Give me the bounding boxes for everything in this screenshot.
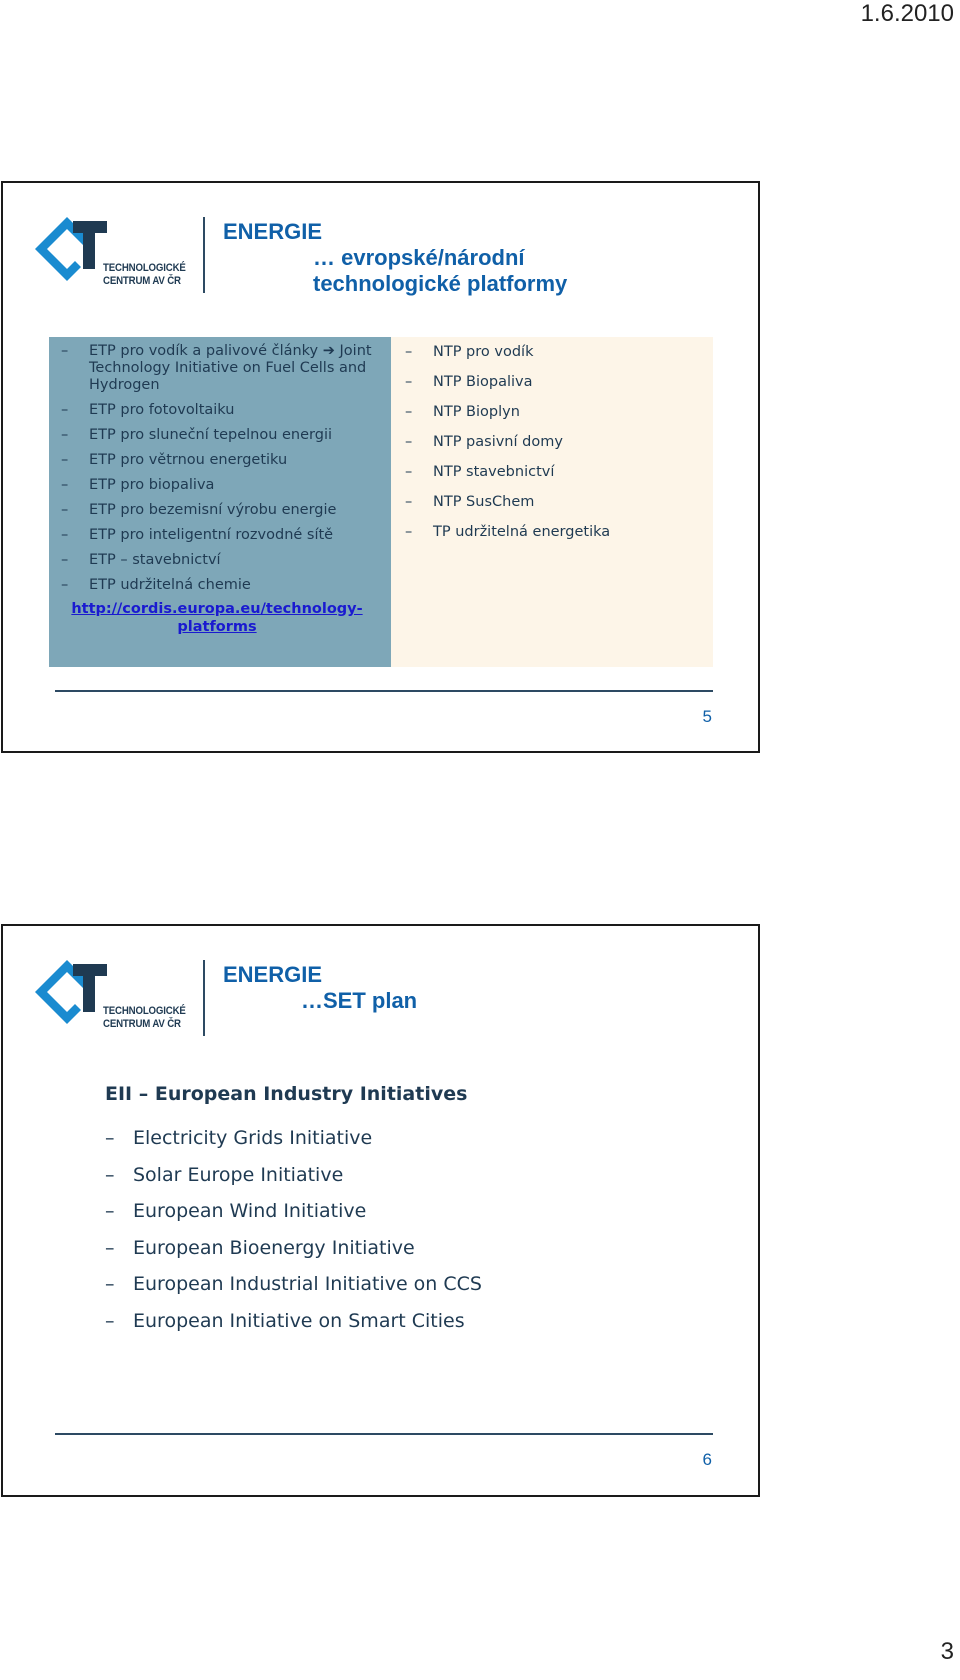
list-item: – Electricity Grids Initiative	[105, 1126, 482, 1150]
title-main: ENERGIE	[223, 962, 323, 987]
list-item: – European Industrial Initiative on CCS	[105, 1272, 482, 1296]
etp-list	[61, 343, 381, 594]
slide-5	[1, 181, 760, 753]
ntp-list	[405, 343, 703, 541]
list-item: – NTP stavebnictví	[405, 463, 703, 481]
list-item: – ETP pro větrnou energetiku	[61, 452, 381, 469]
list-item: – NTP pasivní domy	[405, 433, 703, 451]
tc-logo-icon	[33, 213, 109, 295]
logo-divider	[203, 217, 205, 293]
title-subtitle: … evropské/národní technologické platformy	[313, 245, 568, 296]
list-item: – European Initiative on Smart Cities	[105, 1309, 482, 1333]
title-main: ENERGIE	[223, 219, 323, 244]
title-subtitle: …SET plan	[301, 988, 418, 1013]
ntp-panel	[391, 337, 713, 667]
footer-rule	[55, 690, 713, 692]
logo-divider	[203, 960, 205, 1036]
eii-list	[105, 1126, 482, 1345]
list-item: – ETP pro biopaliva	[61, 477, 381, 494]
cordis-link[interactable]: http://cordis.europa.eu/technology-platforms	[71, 601, 363, 635]
list-item: – NTP pro vodík	[405, 343, 703, 361]
logo-text: TECHNOLOGICKÉ CENTRUM AV ČR	[103, 1005, 186, 1030]
arrow-right-icon: ➔	[322, 343, 335, 359]
list-item: – European Bioenergy Initiative	[105, 1236, 482, 1260]
page-date: 1.6.2010	[860, 0, 954, 27]
list-item: – European Wind Initiative	[105, 1199, 482, 1223]
list-item: – ETP udržitelná chemie	[61, 577, 381, 594]
logo-text: TECHNOLOGICKÉ CENTRUM AV ČR	[103, 262, 186, 287]
list-item: – ETP pro fotovoltaiku	[61, 402, 381, 419]
slide-title	[223, 219, 567, 297]
list-item: – NTP Bioplyn	[405, 403, 703, 421]
list-item: – NTP SusChem	[405, 493, 703, 511]
list-item: – ETP – stavebnictví	[61, 552, 381, 569]
list-item: – TP udržitelná energetika	[405, 523, 703, 541]
tc-logo	[31, 952, 191, 1040]
list-item: – Solar Europe Initiative	[105, 1163, 482, 1187]
list-item: – ETP pro vodík a palivové články ➔ Joint Technology Initiative on Fuel Cells and Hydrogen	[61, 343, 381, 394]
list-item: – ETP pro inteligentní rozvodné sítě	[61, 527, 381, 544]
slide-6	[1, 924, 760, 1497]
list-item: – ETP pro bezemisní výrobu energie	[61, 502, 381, 519]
footer-rule	[55, 1433, 713, 1435]
tc-logo-icon	[33, 956, 109, 1038]
list-item: – NTP Biopaliva	[405, 373, 703, 391]
slide-number: 5	[702, 707, 712, 726]
list-item: – ETP pro sluneční tepelnou energii	[61, 427, 381, 444]
slide-title	[223, 962, 417, 1014]
tc-logo	[31, 209, 191, 297]
slide-number: 6	[702, 1450, 712, 1469]
etp-panel	[49, 337, 391, 667]
page-number: 3	[940, 1638, 954, 1665]
section-heading: EII – European Industry Initiatives	[105, 1083, 468, 1105]
